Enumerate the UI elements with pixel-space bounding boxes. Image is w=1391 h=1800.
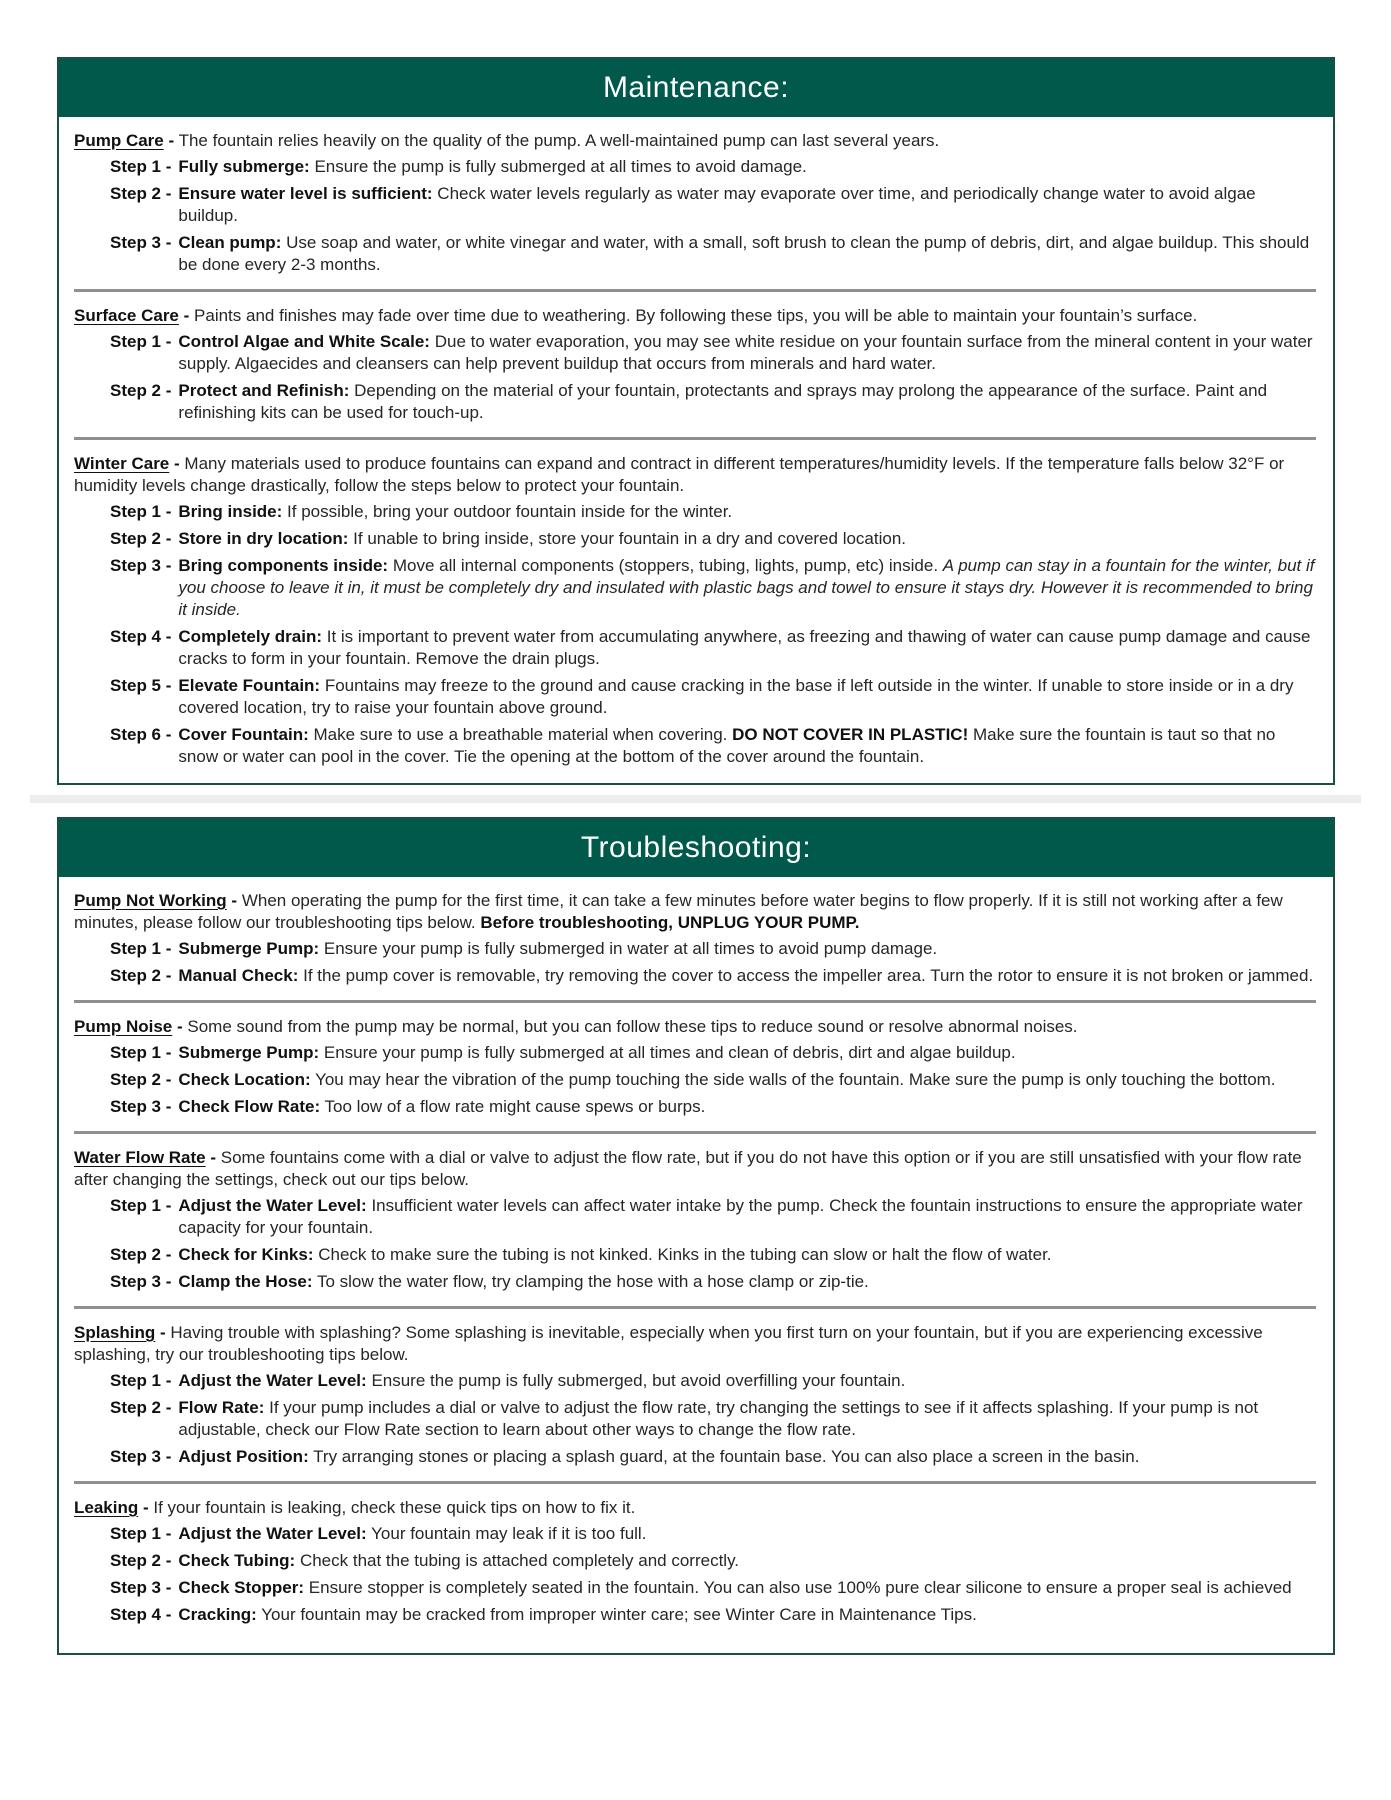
step-row	[110, 1370, 1316, 1392]
subsection	[74, 1497, 1316, 1626]
step-row	[110, 724, 1316, 768]
step-body	[178, 1244, 1316, 1266]
step-body	[178, 1550, 1316, 1572]
troubleshooting-content	[59, 877, 1333, 1626]
step-title: Adjust the Water Level:	[178, 1524, 367, 1543]
heading-dash: -	[142, 1498, 149, 1517]
step-row	[110, 1446, 1316, 1468]
subsection-intro	[74, 890, 1316, 934]
step-body	[178, 232, 1316, 276]
page-shadow	[30, 795, 1361, 803]
subsection	[74, 305, 1316, 424]
step-row	[110, 1244, 1316, 1266]
step-row	[110, 232, 1316, 276]
step-row	[110, 1042, 1316, 1064]
heading-dash: -	[183, 306, 190, 325]
step-text: Too low of a flow rate might cause spews or burps.	[324, 1097, 706, 1116]
intro-text: Before troubleshooting, UNPLUG YOUR PUMP.	[480, 913, 860, 932]
step-title: Fully submerge:	[178, 157, 310, 176]
step-body	[178, 380, 1316, 424]
step-row	[110, 938, 1316, 960]
step-title: Elevate Fountain:	[178, 676, 321, 695]
subsection-intro	[74, 1147, 1316, 1191]
step-label: Step 3 -	[110, 556, 172, 575]
subsection-intro	[74, 1016, 1316, 1038]
step-row	[110, 331, 1316, 375]
step-text: If possible, bring your outdoor fountain inside for the winter.	[287, 502, 733, 521]
step-row	[110, 380, 1316, 424]
intro-text: If your fountain is leaking, check these quick tips on how to fix it.	[153, 1498, 636, 1517]
step-body	[178, 331, 1316, 375]
step-row	[110, 1550, 1316, 1572]
step-title: Flow Rate:	[178, 1398, 265, 1417]
subsection-heading: Pump Noise	[74, 1017, 173, 1036]
step-row	[110, 626, 1316, 670]
step-text: Your fountain may leak if it is too full.	[371, 1524, 647, 1543]
step-text: Make sure the fountain is taut so that no snow or water can pool in the cover. Tie the opening at the bottom of the cover around the fountain.	[178, 725, 1276, 766]
intro-text: Some fountains come with a dial or valve to adjust the flow rate, but if you do not have this option or if you are still unsatisfied with your flow rate after changing the settings, check out our tips below.	[74, 1148, 1302, 1189]
heading-dash: -	[176, 1017, 183, 1036]
step-text: Ensure the pump is fully submerged, but avoid overfilling your fountain.	[371, 1371, 906, 1390]
step-title: Cracking:	[178, 1605, 257, 1624]
subsection	[74, 1016, 1316, 1118]
step-body	[178, 501, 1316, 523]
step-title: Store in dry location:	[178, 529, 349, 548]
section-divider	[74, 1131, 1316, 1134]
step-row	[110, 1195, 1316, 1239]
section-divider	[74, 1306, 1316, 1309]
step-row	[110, 965, 1316, 987]
step-label: Step 2 -	[110, 1070, 172, 1089]
step-title: Manual Check:	[178, 966, 299, 985]
step-title: Check Location:	[178, 1070, 311, 1089]
step-row	[110, 1096, 1316, 1118]
maintenance-content	[59, 117, 1333, 768]
subsection	[74, 1147, 1316, 1293]
step-label: Step 1 -	[110, 1524, 172, 1543]
step-body	[178, 183, 1316, 227]
troubleshooting-title-bar	[59, 819, 1333, 877]
step-body	[178, 1446, 1316, 1468]
step-row	[110, 1397, 1316, 1441]
step-body	[178, 1523, 1316, 1545]
step-label: Step 6 -	[110, 725, 172, 744]
subsection-heading: Pump Not Working	[74, 891, 227, 910]
subsection-intro	[74, 1497, 1316, 1519]
step-row	[110, 1523, 1316, 1545]
step-title: Submerge Pump:	[178, 1043, 320, 1062]
step-text: You may hear the vibration of the pump touching the side walls of the fountain. Make sure the pump is only touching the bottom.	[315, 1070, 1276, 1089]
subsection-heading: Water Flow Rate	[74, 1148, 206, 1167]
step-label: Step 1 -	[110, 1043, 172, 1062]
step-body	[178, 555, 1316, 621]
section-divider	[74, 289, 1316, 292]
step-title: Check Flow Rate:	[178, 1097, 321, 1116]
subsection	[74, 130, 1316, 276]
step-text: It is important to prevent water from accumulating anywhere, as freezing and thawing of water can cause pump damage and cause cracks to form in your fountain. Remove the drain plugs.	[178, 627, 1311, 668]
step-label: Step 2 -	[110, 381, 172, 400]
step-body	[178, 938, 1316, 960]
step-label: Step 3 -	[110, 1097, 172, 1116]
step-title: Completely drain:	[178, 627, 322, 646]
step-label: Step 3 -	[110, 1272, 172, 1291]
step-label: Step 2 -	[110, 1245, 172, 1264]
step-text: Check water levels regularly as water may evaporate over time, and periodically change water to avoid algae buildup.	[178, 184, 1256, 225]
step-row	[110, 1271, 1316, 1293]
step-list	[110, 938, 1316, 987]
step-label: Step 4 -	[110, 1605, 172, 1624]
step-body	[178, 1370, 1316, 1392]
step-body	[178, 1042, 1316, 1064]
intro-text: Many materials used to produce fountains can expand and contract in different temperatures/humidity levels. If the temperature falls below 32°F or humidity levels change drastically, follow the steps below to protect your fountain.	[74, 454, 1285, 495]
subsection-heading: Splashing	[74, 1323, 156, 1342]
step-label: Step 1 -	[110, 502, 172, 521]
step-label: Step 3 -	[110, 1447, 172, 1466]
step-label: Step 1 -	[110, 157, 172, 176]
step-text: Fountains may freeze to the ground and cause cracking in the base if left outside in the winter. If unable to store inside or in a dry covered location, try to raise your fountain above ground.	[178, 676, 1294, 717]
step-label: Step 2 -	[110, 529, 172, 548]
step-text: If unable to bring inside, store your fountain in a dry and covered location.	[353, 529, 907, 548]
intro-text: When operating the pump for the first time, it can take a few minutes before water begins to flow properly. If it is still not working after a few minutes, please follow our troubleshooting tips below.	[74, 891, 1283, 932]
subsection-heading: Surface Care	[74, 306, 179, 325]
step-body	[178, 1577, 1316, 1599]
step-title: Control Algae and White Scale:	[178, 332, 430, 351]
step-body	[178, 675, 1316, 719]
section-divider	[74, 1481, 1316, 1484]
step-text: Due to water evaporation, you may see white residue on your fountain surface from the mineral content in your water supply. Algaecides and cleansers can help prevent buildup that occurs from minerals and hard water.	[178, 332, 1313, 373]
step-text: Ensure your pump is fully submerged in water at all times to avoid pump damage.	[323, 939, 938, 958]
heading-dash: -	[231, 891, 238, 910]
step-label: Step 2 -	[110, 1551, 172, 1570]
subsection-intro	[74, 453, 1316, 497]
section-divider	[74, 1000, 1316, 1003]
heading-dash: -	[159, 1323, 166, 1342]
step-text: Check to make sure the tubing is not kinked. Kinks in the tubing can slow or halt the flow of water.	[318, 1245, 1052, 1264]
step-text: If your pump includes a dial or valve to adjust the flow rate, try changing the settings to see if it affects splashing. If your pump is not adjustable, check our Flow Rate section to learn about other ways to change the flow rate.	[178, 1398, 1259, 1439]
subsection-heading: Pump Care	[74, 131, 164, 150]
subsection-heading: Winter Care	[74, 454, 170, 473]
step-row	[110, 501, 1316, 523]
step-title: Ensure water level is sufficient:	[178, 184, 433, 203]
step-title: Bring inside:	[178, 502, 283, 521]
subsection	[74, 453, 1316, 768]
step-text: If the pump cover is removable, try removing the cover to access the impeller area. Turn the rotor to ensure it is not broken or jammed.	[303, 966, 1314, 985]
step-body	[178, 1069, 1316, 1091]
step-body	[178, 1096, 1316, 1118]
step-text: DO NOT COVER IN PLASTIC!	[732, 725, 969, 744]
step-body	[178, 626, 1316, 670]
step-title: Submerge Pump:	[178, 939, 320, 958]
step-label: Step 2 -	[110, 184, 172, 203]
step-label: Step 1 -	[110, 1196, 172, 1215]
step-title: Clamp the Hose:	[178, 1272, 313, 1291]
subsection	[74, 890, 1316, 987]
step-text: Your fountain may be cracked from improper winter care; see Winter Care in Maintenance Tips.	[261, 1605, 977, 1624]
step-title: Check Stopper:	[178, 1578, 305, 1597]
section-title: Troubleshooting:	[580, 831, 812, 864]
step-list	[110, 501, 1316, 768]
step-text: Check that the tubing is attached completely and correctly.	[299, 1551, 740, 1570]
step-list	[110, 331, 1316, 424]
maintenance-title-bar	[59, 59, 1333, 117]
step-row	[110, 1577, 1316, 1599]
step-body	[178, 965, 1316, 987]
step-title: Check Tubing:	[178, 1551, 296, 1570]
step-title: Cover Fountain:	[178, 725, 309, 744]
step-row	[110, 555, 1316, 621]
step-row	[110, 156, 1316, 178]
step-body	[178, 1604, 1316, 1626]
step-text: Insufficient water levels can affect water intake by the pump. Check the fountain instructions to ensure the appropriate water capacity for your fountain.	[178, 1196, 1303, 1237]
step-label: Step 1 -	[110, 1371, 172, 1390]
section-title: Maintenance:	[602, 71, 790, 104]
step-text: Use soap and water, or white vinegar and water, with a small, soft brush to clean the pump of debris, dirt, and algae buildup. This should be done every 2-3 months.	[178, 233, 1310, 274]
intro-text: Some sound from the pump may be normal, but you can follow these tips to reduce sound or resolve abnormal noises.	[187, 1017, 1078, 1036]
section-divider	[74, 437, 1316, 440]
subsection-intro	[74, 305, 1316, 327]
step-title: Clean pump:	[178, 233, 282, 252]
step-label: Step 2 -	[110, 1398, 172, 1417]
step-title: Adjust Position:	[178, 1447, 309, 1466]
step-text: To slow the water flow, try clamping the hose with a hose clamp or zip-tie.	[316, 1272, 869, 1291]
step-row	[110, 675, 1316, 719]
step-text: A pump can stay in a fountain for the winter, but if you choose to leave it in, it must be completely dry and insulated with plastic bags and towel to ensure it stays dry. However it is recommended to bring it inside.	[178, 556, 1315, 619]
intro-text: The fountain relies heavily on the quality of the pump. A well-maintained pump can last several years.	[178, 131, 940, 150]
step-row	[110, 1604, 1316, 1626]
step-body	[178, 528, 1316, 550]
troubleshooting-panel	[57, 817, 1335, 1655]
step-list	[110, 1523, 1316, 1626]
step-row	[110, 528, 1316, 550]
step-label: Step 1 -	[110, 332, 172, 351]
step-title: Protect and Refinish:	[178, 381, 350, 400]
step-body	[178, 156, 1316, 178]
heading-dash: -	[174, 454, 180, 473]
step-title: Adjust the Water Level:	[178, 1371, 367, 1390]
step-row	[110, 183, 1316, 227]
step-text: Ensure stopper is completely seated in the fountain. You can also use 100% pure clear silicone to ensure a proper seal is achieved	[308, 1578, 1292, 1597]
heading-dash: -	[168, 131, 175, 150]
step-title: Adjust the Water Level:	[178, 1196, 367, 1215]
step-text: Make sure to use a breathable material when covering.	[313, 725, 733, 744]
step-label: Step 3 -	[110, 1578, 172, 1597]
heading-dash: -	[210, 1148, 217, 1167]
step-title: Check for Kinks:	[178, 1245, 314, 1264]
subsection-intro	[74, 1322, 1316, 1366]
step-list	[110, 1042, 1316, 1118]
step-row	[110, 1069, 1316, 1091]
step-text: Depending on the material of your fountain, protectants and sprays may prolong the appearance of the surface. Paint and refinishing kits can be used for touch-up.	[178, 381, 1268, 422]
intro-text: Paints and finishes may fade over time due to weathering. By following these tips, you will be able to maintain your fountain’s surface.	[194, 306, 1198, 325]
step-text: Ensure your pump is fully submerged at all times and clean of debris, dirt and algae buildup.	[323, 1043, 1016, 1062]
maintenance-panel	[57, 57, 1335, 785]
subsection	[74, 1322, 1316, 1468]
step-label: Step 1 -	[110, 939, 172, 958]
step-label: Step 5 -	[110, 676, 172, 695]
step-body	[178, 1271, 1316, 1293]
step-body	[178, 1397, 1316, 1441]
intro-text: Having trouble with splashing? Some splashing is inevitable, especially when you first turn on your fountain, but if you are experiencing excessive splashing, try our troubleshooting tips below.	[74, 1323, 1263, 1364]
step-list	[110, 156, 1316, 276]
step-list	[110, 1195, 1316, 1293]
step-body	[178, 724, 1316, 768]
step-label: Step 3 -	[110, 233, 172, 252]
step-list	[110, 1370, 1316, 1468]
step-title: Bring components inside:	[178, 556, 389, 575]
step-label: Step 2 -	[110, 966, 172, 985]
step-text: Move all internal components (stoppers, tubing, lights, pump, etc) inside.	[392, 556, 943, 575]
step-label: Step 4 -	[110, 627, 172, 646]
subsection-heading: Leaking	[74, 1498, 139, 1517]
step-body	[178, 1195, 1316, 1239]
subsection-intro	[74, 130, 1316, 152]
step-text: Try arranging stones or placing a splash guard, at the fountain base. You can also place a screen in the basin.	[313, 1447, 1140, 1466]
step-text: Ensure the pump is fully submerged at all times to avoid damage.	[314, 157, 807, 176]
